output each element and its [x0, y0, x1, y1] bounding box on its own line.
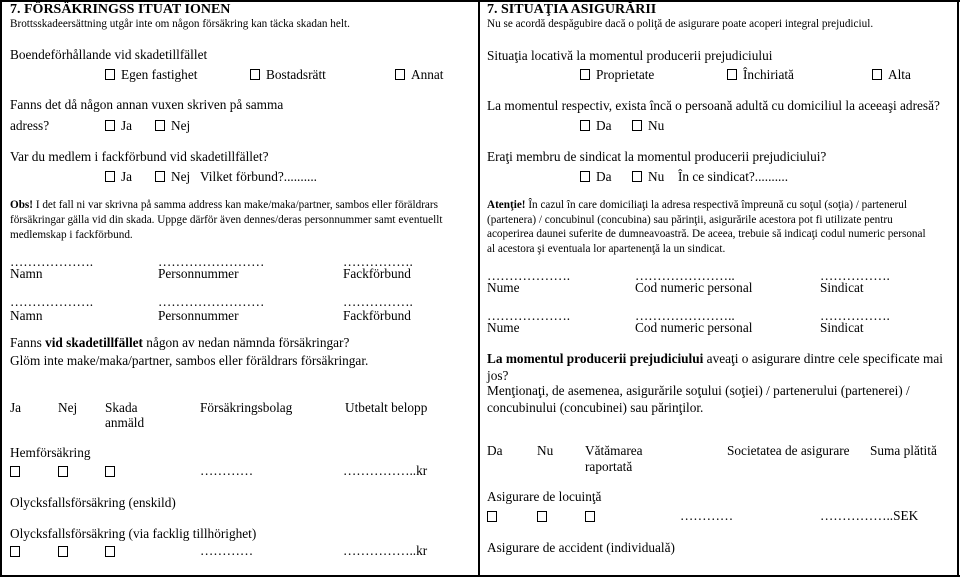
- union-blank: …………….: [820, 268, 890, 283]
- note-label: Obs!: [10, 199, 34, 211]
- insurance-question-suffix: aveaţi o asigurare dintre cele specificate mai jos?: [487, 351, 943, 383]
- col-header-amount: Utbetalt belopp: [345, 400, 428, 415]
- housing-question: Situaţia locativă la momentul producerii prejudiciului: [487, 48, 773, 63]
- option-label: Ja: [121, 118, 133, 133]
- option-union-yes[interactable]: [105, 169, 132, 185]
- option-bostadsratt[interactable]: [250, 67, 326, 83]
- option-adult-no[interactable]: [155, 118, 190, 134]
- name-label: Nume: [487, 320, 520, 335]
- checkbox[interactable]: [632, 171, 642, 182]
- checkbox[interactable]: [105, 69, 115, 80]
- checkbox[interactable]: [155, 120, 165, 131]
- checkbox[interactable]: [155, 171, 165, 182]
- option-label: Egen fastighet: [121, 67, 198, 82]
- id-number-blank: ……………………: [158, 294, 265, 309]
- checkbox[interactable]: [580, 171, 590, 182]
- insurance-question: [10, 335, 349, 351]
- checkbox-damage-reported[interactable]: [585, 511, 595, 522]
- union-label: Fackförbund: [343, 308, 411, 323]
- option-label: Alta: [888, 67, 911, 82]
- id-number-blank: …………………..: [635, 268, 735, 283]
- col-header-company: Försäkringsbolag: [200, 400, 293, 415]
- note-text: În cazul în care domiciliaţi la adresa respectivă împreună cu soţul (soţia) / partenerul (partenera) / concubinul (concubina) sau părinţii, asigurările acestora pot fi utilizate pentru acoperirea daunei suferite de dumneavoastră. De aceea, trebuie să indicaţi codul numeric personal al acestora şi eventuala lor apartenenţă la un sindicat.: [487, 199, 926, 255]
- checkbox-damage-reported[interactable]: [105, 466, 115, 477]
- option-adult-yes[interactable]: [580, 118, 612, 134]
- option-label: Annat: [411, 67, 444, 82]
- option-label: Ja: [121, 169, 133, 184]
- insurance-reminder: Glöm inte make/maka/partner, sambos eller föräldrars försäkringar.: [10, 353, 369, 368]
- checkbox-yes[interactable]: [10, 546, 20, 557]
- col-header-yes: Da: [487, 443, 503, 458]
- option-label: Bostadsrätt: [266, 67, 326, 82]
- checkbox[interactable]: [105, 120, 115, 131]
- insurance-question-bold: vid skadetillfället: [45, 335, 143, 350]
- option-union-no[interactable]: [155, 169, 190, 185]
- company-blank: …………: [200, 463, 254, 478]
- union-which-field: În ce sindicat?..........: [678, 169, 789, 184]
- note-label: Atenţie!: [487, 199, 526, 211]
- union-question: Var du medlem i fackförbund vid skadetillfället?: [10, 149, 269, 164]
- union-blank: …………….: [343, 294, 413, 309]
- section-heading: 7. SITUAŢIA ASIGURĂRII: [487, 2, 657, 17]
- checkbox-damage-reported[interactable]: [105, 546, 115, 557]
- option-label: Nej: [171, 169, 191, 184]
- left-border: [0, 0, 2, 577]
- checkbox-yes[interactable]: [10, 466, 20, 477]
- adult-question-end: adress?: [10, 118, 50, 133]
- name-label: Nume: [487, 280, 520, 295]
- section-subheading: Brottsskadeersättning utgår inte om någon försäkring kan täcka skadan helt.: [10, 18, 350, 30]
- section-heading: 7. FÖRSÄKRINGSS ITUAT IONEN: [10, 2, 231, 17]
- name-blank: ……………….: [487, 268, 571, 283]
- option-union-yes[interactable]: [580, 169, 612, 185]
- insurance-row-label: Olycksfallsförsäkring (enskild): [10, 495, 176, 510]
- adult-question: Fanns det då någon annan vuxen skriven på samma: [10, 97, 284, 112]
- id-number-label: Personnummer: [158, 308, 239, 323]
- option-label: Da: [596, 169, 612, 184]
- union-label: Sindicat: [820, 320, 864, 335]
- id-number-blank: …………………..: [635, 308, 735, 323]
- id-number-label: Cod numeric personal: [635, 320, 753, 335]
- right-border: [957, 0, 959, 577]
- union-label: Sindicat: [820, 280, 864, 295]
- insurance-question-bold: La momentul producerii prejudiciului: [487, 351, 704, 366]
- note-paragraph: [10, 198, 478, 243]
- company-blank: …………: [200, 543, 254, 558]
- checkbox[interactable]: [395, 69, 405, 80]
- col-header-damage-reported: Vătămarea raportată: [585, 443, 643, 474]
- id-number-label: Cod numeric personal: [635, 280, 753, 295]
- checkbox[interactable]: [580, 69, 590, 80]
- option-label: Nej: [171, 118, 191, 133]
- name-label: Namn: [10, 266, 43, 281]
- union-question: Eraţi membru de sindicat la momentul producerii prejudiciului?: [487, 149, 827, 164]
- company-blank: …………: [680, 508, 734, 523]
- col-header-no: Nej: [58, 400, 78, 415]
- amount-blank: ……………..SEK: [820, 508, 919, 523]
- checkbox-no[interactable]: [537, 511, 547, 522]
- checkbox[interactable]: [632, 120, 642, 131]
- insurance-question: [487, 350, 952, 384]
- id-number-label: Personnummer: [158, 266, 239, 281]
- name-blank: ……………….: [10, 254, 94, 269]
- insurance-question-suffix: någon av nedan nämnda försäkringar?: [142, 335, 350, 350]
- union-blank: …………….: [820, 308, 890, 323]
- note-text: I det fall ni var skrivna på samma address kan make/maka/partner, sambos eller föräldrars försäkringar gälla vid din skada. Uppge därför även dennes/deras personnummer samt eventuellt medlemskap i fackförbund.: [10, 199, 443, 241]
- insurance-row-label: Asigurare de accident (individuală): [487, 540, 675, 555]
- option-alta[interactable]: [872, 67, 911, 83]
- col-header-company: Societatea de asigurare: [727, 443, 850, 458]
- column-divider: [478, 0, 480, 577]
- insurance-row-label: Olycksfallsförsäkring (via facklig tillhörighet): [10, 526, 257, 541]
- option-inchiriata[interactable]: [727, 67, 794, 83]
- checkbox-no[interactable]: [58, 546, 68, 557]
- amount-blank: ……………..kr: [343, 463, 428, 478]
- housing-question: Boendeförhållande vid skadetillfället: [10, 47, 208, 62]
- col-header-no: Nu: [537, 443, 554, 458]
- insurance-reminder: Menţionaţi, de asemenea, asigurările soţului (soţiei) / partenerului (partenerei) / concubinului (concubinei) sau părinţilor.: [487, 383, 910, 415]
- option-union-no[interactable]: [632, 169, 664, 185]
- name-blank: ……………….: [10, 294, 94, 309]
- insurance-row-label: Asigurare de locuinţă: [487, 489, 602, 504]
- union-which-field: Vilket förbund?..........: [200, 169, 318, 184]
- section-subheading: Nu se acordă despăgubire dacă o poliţă de asigurare poate acoperi integral prejudiciul.: [487, 18, 874, 30]
- insurance-row-label: Hemförsäkring: [10, 445, 91, 460]
- id-number-blank: ……………………: [158, 254, 265, 269]
- amount-blank: ……………..kr: [343, 543, 428, 558]
- option-label: Da: [596, 118, 612, 133]
- checkbox[interactable]: [105, 171, 115, 182]
- col-header-amount: Suma plătită: [870, 443, 937, 458]
- checkbox-yes[interactable]: [487, 511, 497, 522]
- option-label: Închiriată: [743, 67, 794, 82]
- col-header-yes: Ja: [10, 400, 22, 415]
- checkbox[interactable]: [872, 69, 882, 80]
- name-label: Namn: [10, 308, 43, 323]
- checkbox-no[interactable]: [58, 466, 68, 477]
- option-proprietate[interactable]: [580, 67, 654, 83]
- option-annat[interactable]: [395, 67, 444, 83]
- option-adult-no[interactable]: [632, 118, 664, 134]
- union-label: Fackförbund: [343, 266, 411, 281]
- option-label: Nu: [648, 118, 665, 133]
- note-paragraph: [487, 198, 927, 256]
- union-blank: …………….: [343, 254, 413, 269]
- option-label: Proprietate: [596, 67, 655, 82]
- option-label: Nu: [648, 169, 665, 184]
- checkbox[interactable]: [580, 120, 590, 131]
- checkbox[interactable]: [727, 69, 737, 80]
- insurance-question-prefix: Fanns: [10, 335, 46, 350]
- option-egen-fastighet[interactable]: [105, 67, 197, 83]
- name-blank: ……………….: [487, 308, 571, 323]
- option-adult-yes[interactable]: [105, 118, 132, 134]
- col-header-damage-reported: Skada anmäld: [105, 400, 145, 430]
- checkbox[interactable]: [250, 69, 260, 80]
- adult-question: La momentul respectiv, exista încă o persoană adultă cu domiciliul la aceeaşi adresă?: [487, 98, 940, 113]
